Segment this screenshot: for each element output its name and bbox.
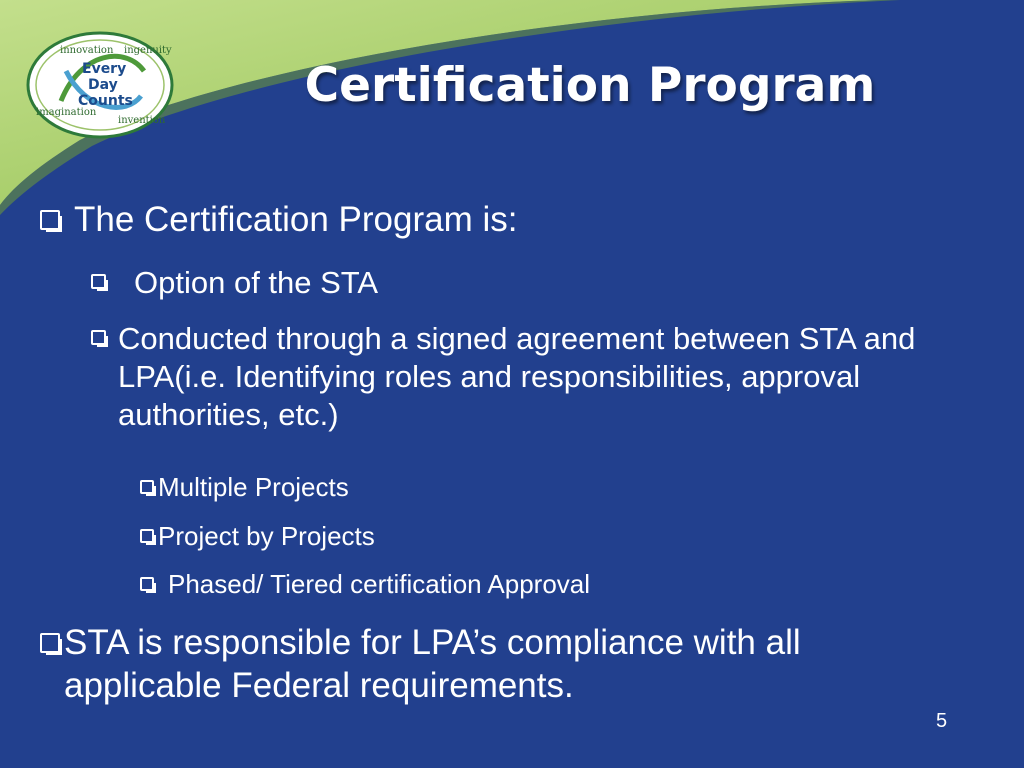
checkbox-bullet-icon [40, 633, 60, 653]
bullet-level3 [140, 569, 900, 601]
bullet-text: Phased/ Tiered certification Approval [168, 569, 591, 599]
bullet-text: The Certification Program is: [74, 200, 518, 239]
bullet-level3 [140, 521, 900, 553]
bullet-text: STA is responsible for LPA’s compliance with all applicable Federal requirements. [64, 623, 801, 705]
logo-center-word: Counts [78, 93, 133, 109]
logo-center-word: Every [82, 61, 127, 77]
logo-center-word: Day [88, 77, 118, 93]
bullet-text: Project by Projects [158, 521, 375, 551]
logo-ring-word: invention [118, 115, 166, 126]
checkbox-bullet-icon [140, 480, 154, 494]
checkbox-bullet-icon [40, 210, 60, 230]
bullet-level1 [40, 622, 900, 707]
bullet-text: Option of the STA [134, 265, 379, 300]
slide-title: Certification Program [304, 58, 876, 113]
every-day-counts-logo [26, 31, 174, 139]
bullet-level2 [91, 320, 951, 433]
bullet-level1 [40, 199, 940, 242]
logo-ring-word: imagination [36, 107, 97, 118]
bullet-text: Conducted through a signed agreement between STA and LPA(i.e. Identifying roles and responsibilities, approval authorities, etc.) [118, 321, 916, 432]
checkbox-bullet-icon [91, 330, 106, 345]
slide-number: 5 [936, 710, 948, 732]
checkbox-bullet-icon [91, 274, 106, 289]
checkbox-bullet-icon [140, 529, 154, 543]
checkbox-bullet-icon [140, 577, 154, 591]
bullet-level3 [140, 472, 900, 504]
logo-ring-word: ingenuity [124, 45, 172, 56]
logo-ring-word: innovation [60, 45, 114, 56]
bullet-level2 [91, 264, 951, 302]
bullet-text: Multiple Projects [158, 472, 349, 502]
